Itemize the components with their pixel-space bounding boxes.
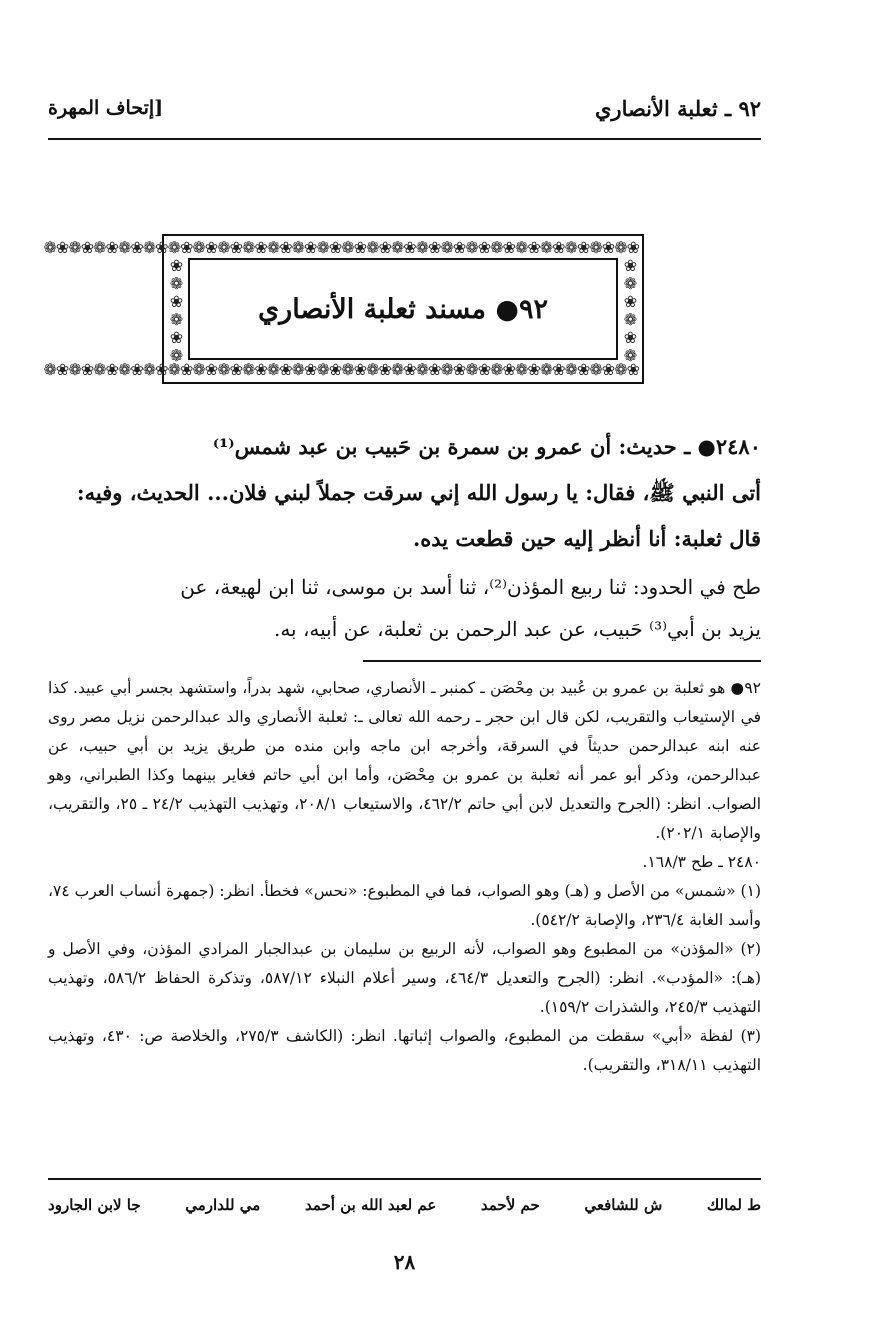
siglum: ش للشافعي xyxy=(584,1196,663,1214)
isnad-line: طح في الحدود: ثنا ربيع المؤذن⁽²⁾، ثنا أسد بن موسى، ثنا ابن لهيعة، عن xyxy=(180,575,761,599)
hadith-text xyxy=(48,424,761,562)
page-header xyxy=(48,88,761,128)
section-frame xyxy=(43,234,644,384)
page-number: ٢٨ xyxy=(393,1250,416,1274)
siglum: عم لعبد الله بن أحمد xyxy=(304,1196,437,1214)
hadith-line: أتى النبي ﷺ، فقال: يا رسول الله إني سرقت جملاً لبني فلان... الحديث، وفيه: xyxy=(76,480,761,505)
floral-border-ornament-icon: ❀❁❀❁❀❁❀❁❀❁❀❁❀❁❀❁❀❁❀❁❀❁❀❁❀❁❀❁❀❁❀❁❀❁❀❁❀❁❀❁❀❁❀❁❀❁❀❁ ❀ ❁ ❀ ❁ ❀ ❁ ❀ ❁ ❀ ❁ ❀ ❁ ❀❁❀❁❀❁❀❁❀❁❀❁❀❁❀❁❀❁❀❁❀❁❀❁❀❁❀❁❀❁❀❁❀❁❀❁❀❁❀❁❀❁❀❁❀❁❀❁ xyxy=(43,238,639,379)
header-rule xyxy=(48,138,761,140)
section-title-box xyxy=(188,258,618,360)
isnad-line: يزيد بن أبي⁽³⁾ حَبيب، عن عبد الرحمن بن ثعلبة، عن أبيه، به. xyxy=(273,617,761,641)
footnote: (٢) «المؤذن» من المطبوع وهو الصواب، لأنه الربيع بن سليمان بن عبدالجبار المرادي المؤذن، وفي الأصل و (هـ): «المؤدب». انظر: (الجرح والتعديل ٤٦٤/٣، وسير أعلام النبلاء ٥٨٧/١٢، وتذكرة الحفاظ ٥٨٦/٢، وتهذيب التهذيب ٢٤٥/٣، والشذرات ١٥٩/٢). xyxy=(48,940,761,1016)
hadith-line: ٢٤٨٠● ـ حديث: أن عمرو بن سمرة بن حَبيب بن عبد شمس⁽¹⁾ xyxy=(212,434,761,459)
hadith-line: قال ثعلبة: أنا أنظر إليه حين قطعت يده. xyxy=(412,526,761,551)
isnad-text xyxy=(48,566,761,650)
section-title: ٩٢● مسند ثعلبة الأنصاري xyxy=(258,293,548,325)
footnote: ٩٢● هو ثعلبة بن عمرو بن عُبيد بن مِحْصَن ـ كمنبر ـ الأنصاري، صحابي، شهد بدراً، واستشهد بجسر أبي عبيد. كذا في الإستيعاب والتقريب، لكن قال ابن حجر ـ رحمه الله تعالى ـ: ثعلبة الأنصاري والد عبدالرحمن نزيل مصر روى عنه ابنه عبدالرحمن حديثاً في السرقة، وأخرجه ابن ماجه وابن منده من طريق يزيد بن أبي حبيب، عن عبدالرحمن، وذكر أبو عمر أنه ثعلبة بن عمرو بن مِحْصَن، وأما ابن أبي حاتم فغاير بينهما وكذا الطبراني، وهو الصواب. انظر: (الجرح والتعديل لابن أبي حاتم ٤٦٢/٢، والاستيعاب ٢٠٨/١، وتهذيب التهذيب ٢٤/٢ ـ ٢٥، والتقريب، والإصابة ٢٠٢/١). xyxy=(48,679,762,842)
footnotes xyxy=(48,674,761,1080)
siglum: جا لابن الجارود xyxy=(48,1196,141,1214)
siglum: مي للدارمي xyxy=(185,1196,261,1214)
sigla-rule xyxy=(48,1178,761,1180)
siglum: حم لأحمد xyxy=(480,1196,540,1214)
footnote: (٣) لفظة «أبي» سقطت من المطبوع، والصواب إثباتها. انظر: (الكاشف ٢٧٥/٣، والخلاصة ص: ٤٣٠، وتهذيب التهذيب ٣١٨/١١، والتقريب). xyxy=(48,1027,761,1074)
running-title: ٩٢ ـ ثعلبة الأنصاري xyxy=(594,95,761,121)
siglum: ط لمالك xyxy=(706,1196,761,1214)
footnote: (١) «شمس» من الأصل و (هـ) وهو الصواب، فما في المطبوع: «نحس» فخطأ. انظر: (جمهرة أنساب العرب ٧٤، وأسد الغابة ٢٣٦/٤، والإصابة ٥٤٢/٢). xyxy=(48,882,761,929)
sigla-legend xyxy=(48,1196,761,1214)
footnote: ٢٤٨٠ ـ طح ١٦٨/٣. xyxy=(642,853,761,871)
book-title: [إتحاف المهرة xyxy=(48,97,164,119)
footnote-rule xyxy=(363,660,761,662)
